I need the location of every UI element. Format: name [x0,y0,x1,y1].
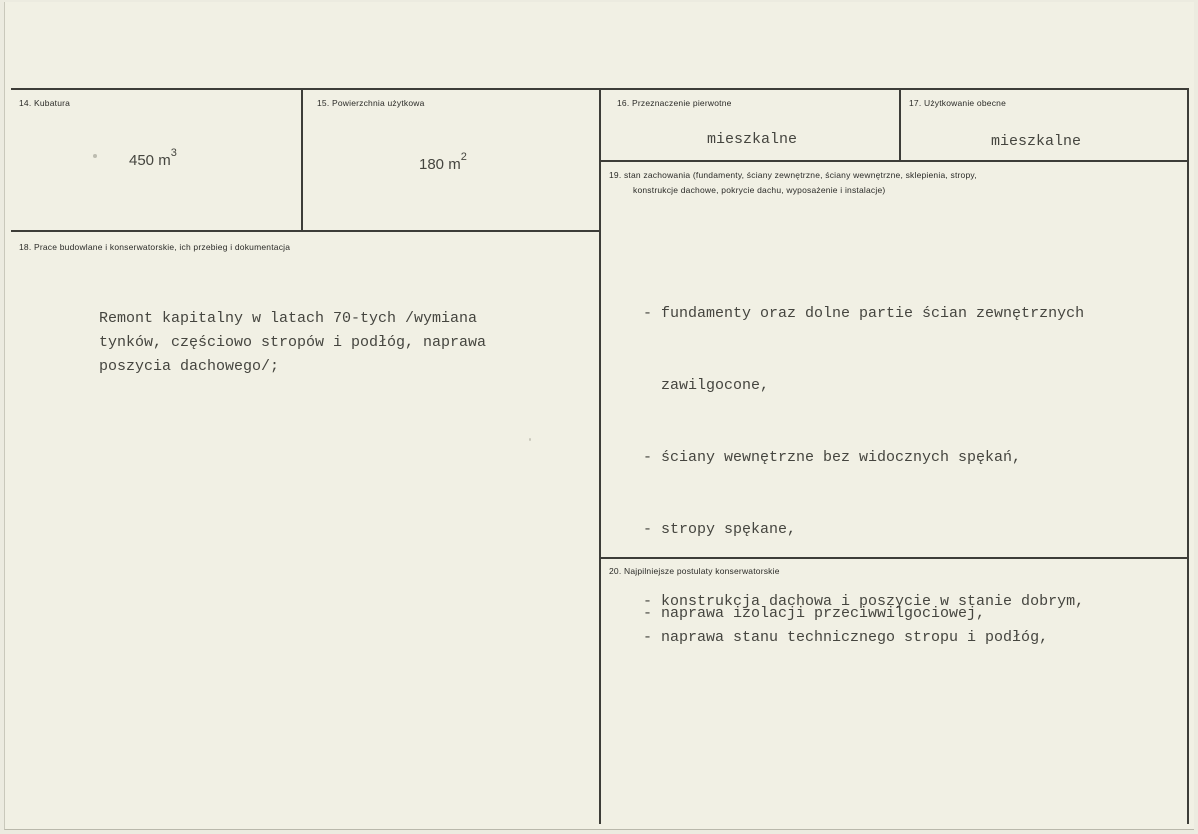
record-card [4,2,1194,830]
powierzchnia-number: 180 m [419,156,461,173]
stan-label-line2: konstrukcje dachowe, pokrycie dachu, wyposażenie i instalacje) [633,185,886,195]
prace-text [99,307,486,379]
rule-under-fields-14-15 [11,230,601,232]
stan-line: - konstrukcja dachowa i poszycie w stanie dobrym, [643,593,1085,610]
stan-line: zawilgocone, [643,377,770,394]
prace-line: Remont kapitalny w latach 70-tych /wymiana [99,310,478,327]
kubatura-value [129,147,177,169]
postulaty-text [643,602,1048,650]
divider-16-17 [899,88,901,162]
stan-line: - ściany wewnętrzne bez widocznych spękań, [643,449,1022,466]
divider-left-right [599,88,601,824]
kubatura-exponent: 3 [170,147,177,159]
uzytkowanie-value: mieszkalne [991,133,1082,150]
kubatura-number: 450 m [129,152,171,169]
stan-line: - fundamenty oraz dolne partie ścian zewnętrznych [643,305,1085,322]
uzytkowanie-label: 17. Użytkowanie obecne [909,98,1007,108]
przeznaczenie-value: mieszkalne [707,131,798,148]
powierzchnia-label: 15. Powierzchnia użytkowa [317,98,425,108]
postulaty-line: - naprawa izolacji przeciwwilgociowej, [643,605,986,622]
prace-line: tynków, częściowo stropów i podłóg, naprawa [99,334,487,351]
paper-speck [529,438,531,441]
prace-label: 18. Prace budowlane i konserwatorskie, ich przebieg i dokumentacja [19,242,291,252]
postulaty-line: - naprawa stanu technicznego stropu i podłóg, [643,629,1049,646]
postulaty-label: 20. Najpilniejsze postulaty konserwatorskie [609,566,780,576]
stan-line: - stropy spękane, [643,521,797,538]
stan-text [643,254,1084,662]
divider-14-15 [301,88,303,232]
powierzchnia-value [419,151,467,173]
rule-under-fields-16-17 [601,160,1189,162]
powierzchnia-exponent: 2 [460,151,467,163]
przeznaczenie-label: 16. Przeznaczenie pierwotne [617,98,732,108]
prace-line: poszycia dachowego/; [99,358,280,375]
right-edge-rule [1187,88,1189,824]
stan-label-line1: 19. stan zachowania (fundamenty, ściany zewnętrzne, ściany wewnętrzne, sklepienia, stropy, [609,170,977,180]
kubatura-label: 14. Kubatura [19,98,71,108]
paper-speck [93,154,97,158]
